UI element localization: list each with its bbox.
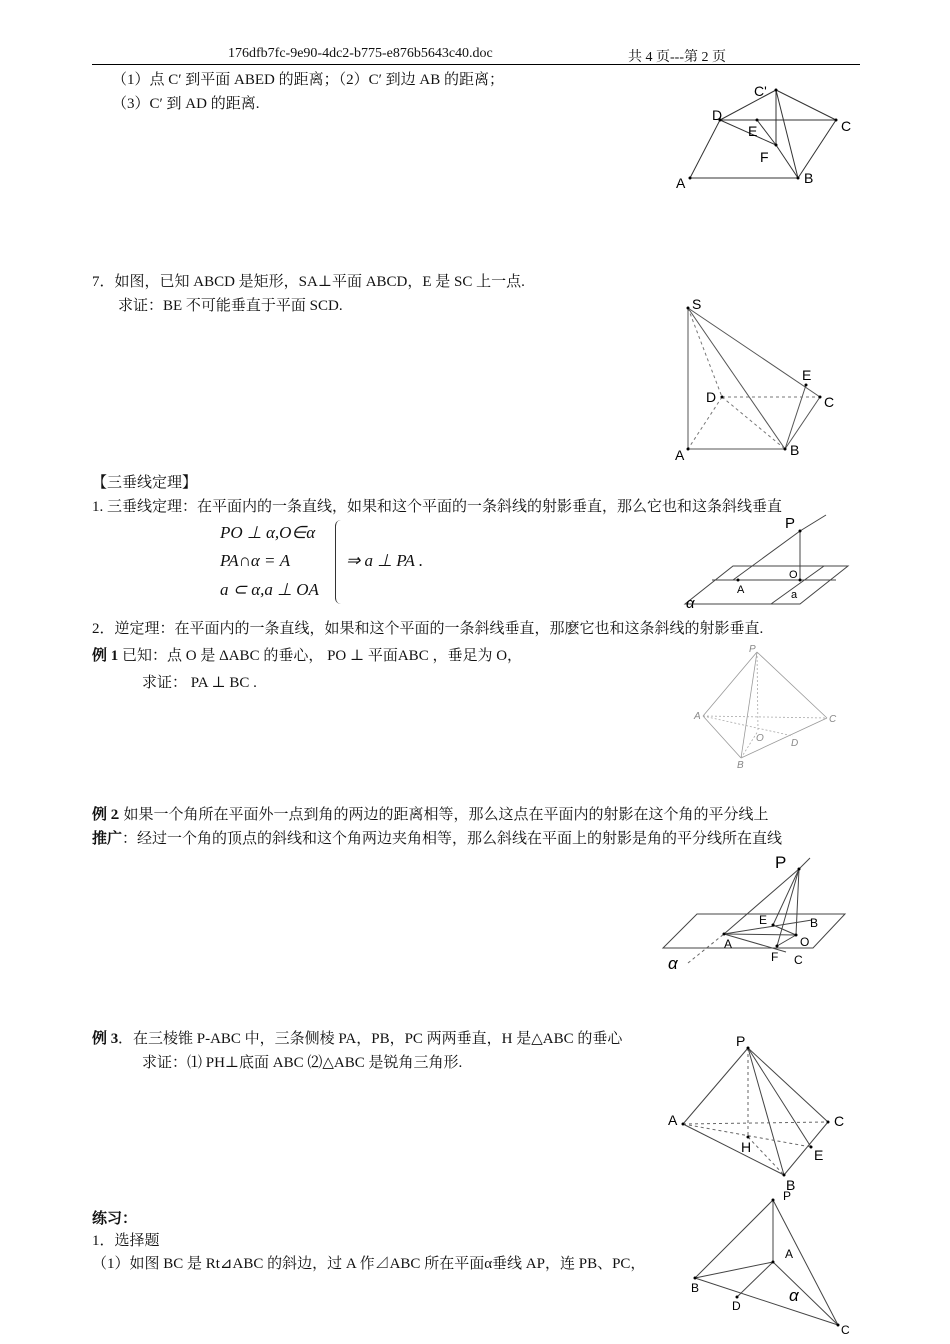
exercise-line2: （1）如图 BC 是 Rt⊿ABC 的斜边，过 A 作⊿ABC 所在平面α垂线 AP，连 PB、PC，	[92, 1256, 646, 1272]
ex3-label: 例 3	[92, 1031, 119, 1047]
q7-line2: 求证：BE 不可能垂直于平面 SCD.	[118, 298, 343, 314]
fig5-label-c: C	[794, 953, 803, 967]
fig2-label-d: D	[706, 389, 717, 405]
fig1-label-e: E	[748, 123, 758, 139]
fig2-label-s: S	[692, 296, 702, 312]
figure-orthocenter-pyramid	[690, 642, 840, 772]
fig5-label-p: P	[775, 853, 787, 872]
fig1-label-c-prime: C'	[754, 83, 767, 99]
fig2-label-a: A	[675, 447, 685, 463]
fig6-label-h: H	[741, 1139, 752, 1155]
fig5-label-e: E	[759, 913, 768, 927]
figure-three-perpendiculars	[680, 512, 850, 612]
fig6-label-p: P	[736, 1033, 746, 1049]
theorem-statement: 1. 三垂线定理：在平面内的一条直线，如果和这个平面的一条斜线的射影垂直，那么它也和这条斜线垂直	[92, 499, 783, 515]
ex3-line2: 求证：⑴ PH⊥底面 ABC ⑵△ABC 是锐角三角形.	[142, 1055, 463, 1071]
figure-angle-bisector	[660, 850, 850, 975]
fig2-label-b: B	[790, 442, 800, 458]
formula-conclusion: ⇒ a ⊥ PA .	[346, 551, 424, 570]
q6-line1: （1）点 C′ 到平面 ABED 的距离；（2）C′ 到边 AB 的距离；	[112, 72, 504, 88]
fig1-label-a: A	[676, 175, 686, 191]
fig3-label-o: O	[789, 569, 798, 581]
ex2-generalization-label: 推广	[92, 831, 123, 847]
fig3-label-line-a: a	[791, 589, 798, 601]
fig7-label-p: P	[783, 1189, 792, 1203]
fig5-label-alpha: α	[668, 954, 678, 973]
ex1-line2: 求证： PA ⊥ BC .	[142, 675, 257, 691]
q7-line1: 7．如图，已知 ABCD 是矩形，SA⊥平面 ABCD，E 是 SC 上一点.	[92, 274, 525, 290]
header-page-count: 共 4 页---第 2 页	[628, 50, 726, 65]
q6-line2: （3）C′ 到 AD 的距离.	[112, 96, 260, 112]
fig4-label-b: B	[737, 760, 744, 771]
formula-line1: PO ⊥ α,O∈α	[220, 523, 316, 542]
fig7-label-b: B	[691, 1281, 700, 1295]
fig3-label-p: P	[785, 515, 796, 532]
fig7-label-d: D	[732, 1299, 741, 1313]
formula-brace	[335, 520, 342, 604]
ex1-line1: 已知：点 O 是 ΔABC 的垂心， PO ⊥ 平面ABC ，垂足为 O，	[122, 648, 523, 664]
fig3-label-alpha: α	[686, 595, 695, 612]
fig7-label-c: C	[841, 1323, 850, 1337]
formula-line2: PA∩α = A	[220, 551, 291, 570]
figure-tetrahedron-pabc	[665, 1030, 855, 1195]
header-filename: 176dfb7fc-9e90-4dc2-b775-e876b5643c40.doc	[228, 46, 493, 61]
fig5-label-o: O	[800, 935, 810, 949]
formula-line3: a ⊂ α,a ⊥ OA	[220, 580, 319, 599]
fig5-label-f: F	[771, 950, 779, 964]
fig6-label-b: B	[786, 1177, 796, 1193]
figure-right-triangle-perpendicular	[685, 1190, 855, 1340]
fig4-label-o: O	[756, 733, 764, 744]
fig3-label-a: A	[737, 584, 745, 596]
ex3-line1: ．在三棱锥 P-ABC 中，三条侧棱 PA，PB，PC 两两垂直，H 是△ABC 的垂心	[118, 1031, 623, 1047]
header-rule	[92, 64, 860, 65]
fig7-label-a: A	[785, 1247, 794, 1261]
fig1-label-d: D	[712, 107, 723, 123]
converse-theorem: 2．逆定理：在平面内的一条直线，如果和这个平面的一条斜线垂直，那麽它也和这条斜线的射影垂直.	[92, 621, 764, 637]
figure-pyramid-sabcd	[670, 295, 845, 465]
ex2-label: 例 2	[92, 807, 119, 823]
fig2-label-c: C	[824, 394, 835, 410]
fig5-label-a: A	[724, 937, 733, 951]
fig6-label-a: A	[668, 1112, 678, 1128]
ex2-line2: ：经过一个角的顶点的斜线和这个角两边夹角相等，那么斜线在平面上的射影是角的平分线所在直线	[122, 831, 783, 847]
fig1-label-c: C	[841, 118, 852, 134]
theorem-title: 【三垂线定理】	[92, 475, 198, 491]
fig4-label-c: C	[829, 714, 837, 725]
fig4-label-p: P	[749, 644, 756, 655]
fig4-label-d: D	[791, 738, 799, 749]
exercise-line1: 1．选择题	[92, 1233, 160, 1249]
fig5-label-b: B	[810, 916, 819, 930]
ex2-line1: . 如果一个角所在平面外一点到角的两边的距离相等，那么这点在平面内的射影在这个角的平分线上	[116, 807, 769, 823]
fig2-label-e: E	[802, 367, 812, 383]
fig6-label-e: E	[814, 1147, 824, 1163]
figure-folded-parallelogram	[670, 80, 860, 195]
fig1-label-b: B	[804, 170, 814, 186]
exercise-title: 练习：	[92, 1211, 138, 1227]
fig6-label-c: C	[834, 1113, 845, 1129]
fig7-label-alpha: α	[789, 1286, 799, 1305]
fig4-label-a: A	[694, 711, 701, 722]
fig1-label-f: F	[760, 149, 769, 165]
ex1-label: 例 1	[92, 648, 119, 664]
